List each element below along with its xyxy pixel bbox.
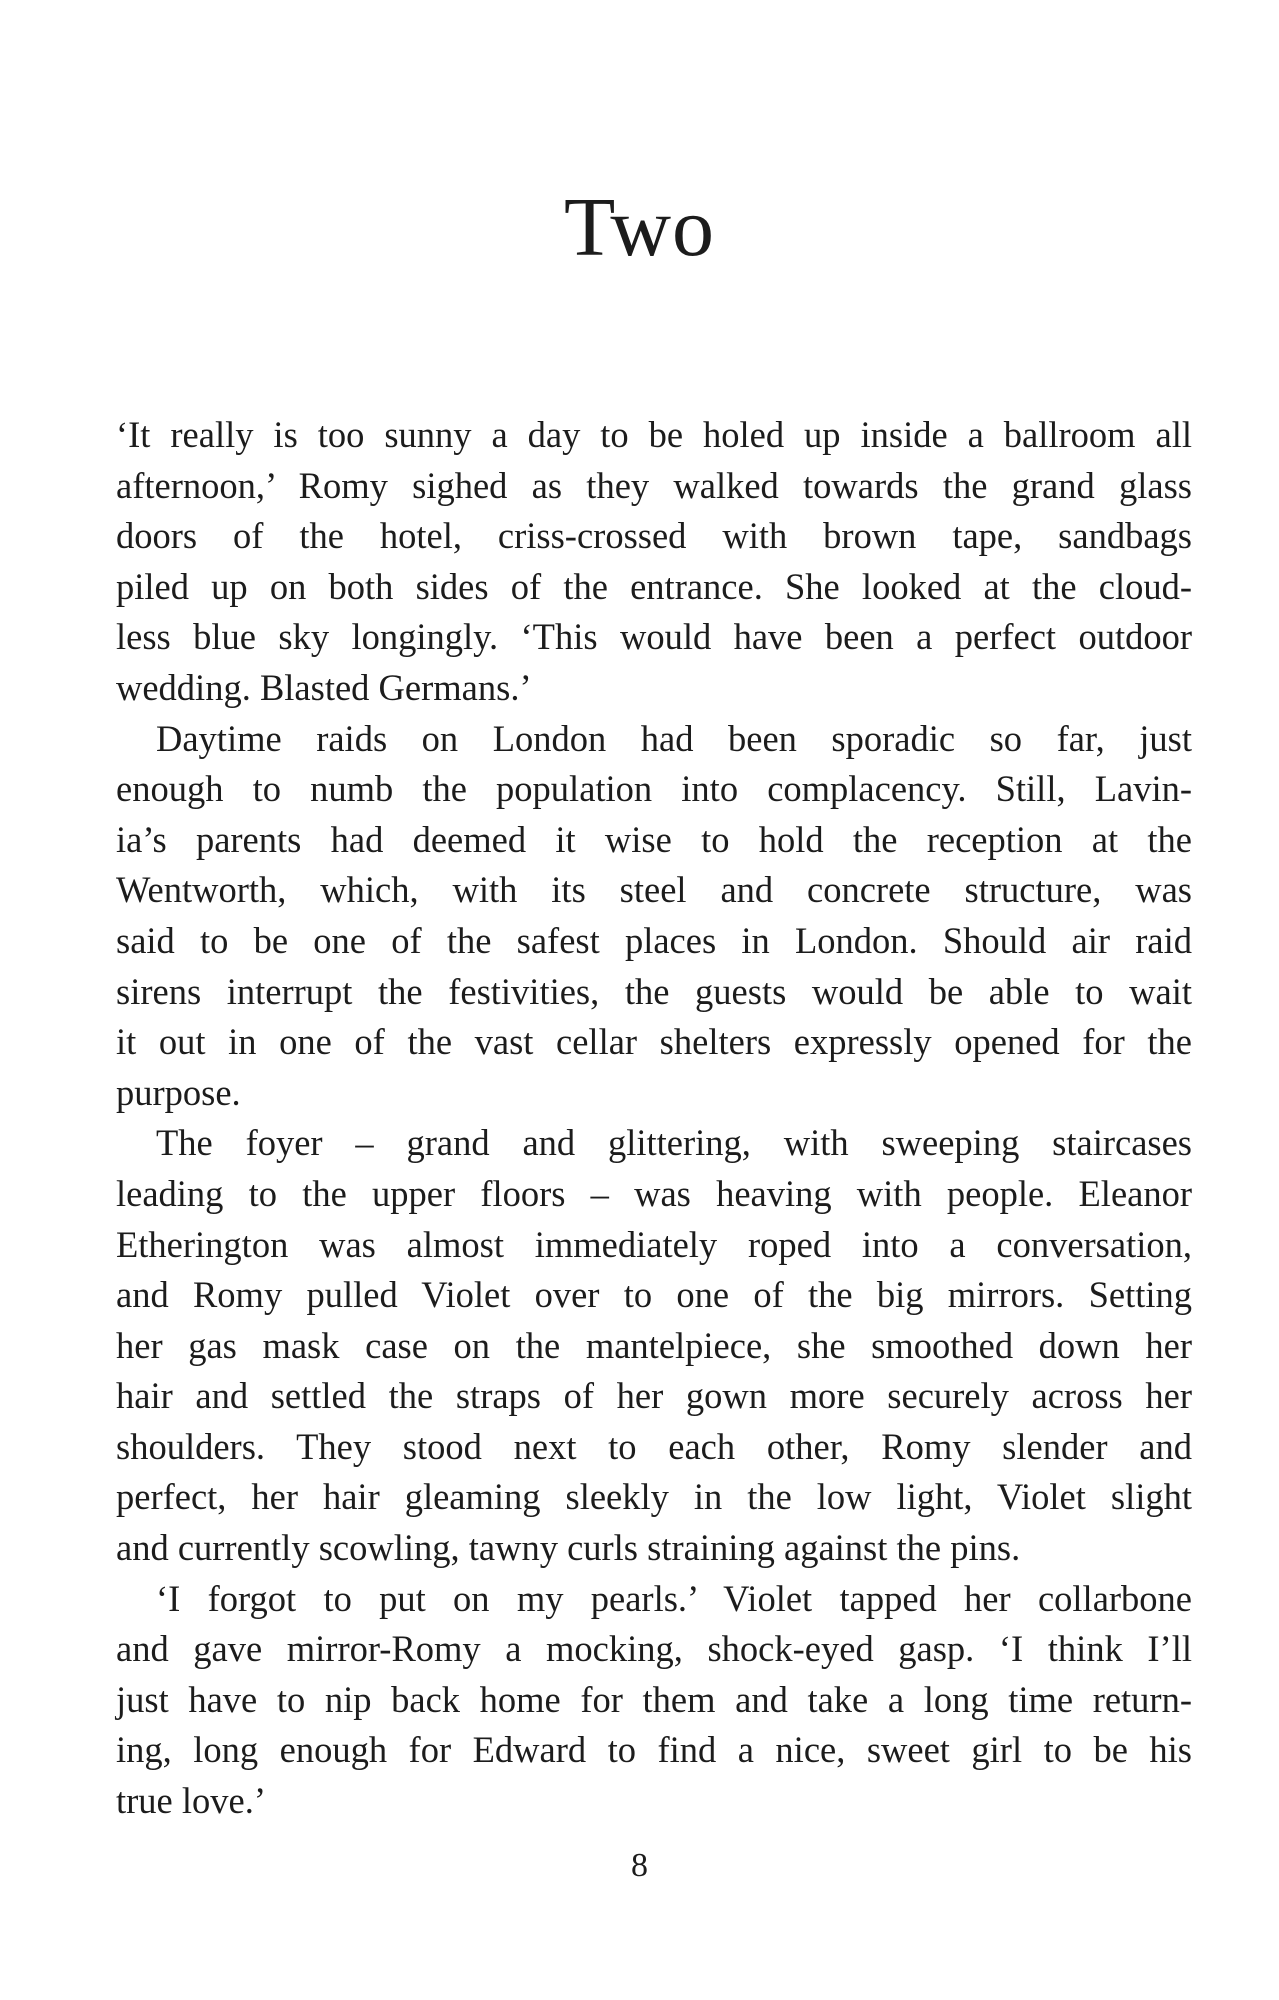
chapter-title: Two bbox=[563, 181, 716, 274]
text-line: perfect, her hair gleaming sleekly in the low light, Violet slight bbox=[116, 1476, 1192, 1518]
text-line: Wentworth, which, with its steel and concrete structure, was bbox=[116, 869, 1192, 911]
text-line: Daytime raids on London had been sporadic so far, just bbox=[156, 717, 1192, 759]
text-line: and gave mirror-Romy a mocking, shock-eyed gasp. ‘I think I’ll bbox=[116, 1628, 1192, 1670]
text-line: Etherington was almost immediately roped into a conversation, bbox=[116, 1223, 1192, 1265]
text-line: and currently scowling, tawny curls straining against the pins. bbox=[116, 1527, 1021, 1569]
text-line: sirens interrupt the festivities, the guests would be able to wait bbox=[116, 970, 1192, 1012]
text-line: The foyer – grand and glittering, with sweeping staircases bbox=[156, 1122, 1192, 1164]
text-line: afternoon,’ Romy sighed as they walked towards the grand glass bbox=[116, 464, 1192, 506]
text-line: ing, long enough for Edward to find a nice, sweet girl to be his bbox=[116, 1729, 1192, 1771]
text-line: ‘I forgot to put on my pearls.’ Violet tapped her collarbone bbox=[156, 1577, 1192, 1619]
text-line: shoulders. They stood next to each other, Romy slender and bbox=[116, 1425, 1192, 1467]
text-line: hair and settled the straps of her gown more securely across her bbox=[116, 1375, 1192, 1417]
text-line: said to be one of the safest places in London. Should air raid bbox=[116, 919, 1192, 961]
page-number: 8 bbox=[631, 1847, 648, 1884]
body-text bbox=[116, 410, 1192, 1827]
text-line: enough to numb the population into complacency. Still, Lavin- bbox=[116, 768, 1192, 810]
text-line: leading to the upper floors – was heaving with people. Eleanor bbox=[116, 1172, 1192, 1214]
text-line: her gas mask case on the mantelpiece, she smoothed down her bbox=[116, 1324, 1192, 1366]
text-line: less blue sky longingly. ‘This would have been a perfect outdoor bbox=[116, 616, 1192, 658]
text-line: doors of the hotel, criss-crossed with brown tape, sandbags bbox=[116, 515, 1192, 557]
text-line: purpose. bbox=[116, 1071, 241, 1113]
text-line: just have to nip back home for them and take a long time return- bbox=[116, 1678, 1192, 1720]
text-line: piled up on both sides of the entrance. She looked at the cloud- bbox=[116, 565, 1192, 607]
text-line: and Romy pulled Violet over to one of the big mirrors. Setting bbox=[116, 1274, 1192, 1316]
text-line: true love.’ bbox=[116, 1780, 266, 1822]
text-line: it out in one of the vast cellar shelters expressly opened for the bbox=[116, 1021, 1192, 1063]
text-line: ia’s parents had deemed it wise to hold the reception at the bbox=[116, 818, 1192, 860]
text-line: wedding. Blasted Germans.’ bbox=[116, 666, 532, 708]
text-line: ‘It really is too sunny a day to be holed up inside a ballroom all bbox=[116, 414, 1192, 455]
